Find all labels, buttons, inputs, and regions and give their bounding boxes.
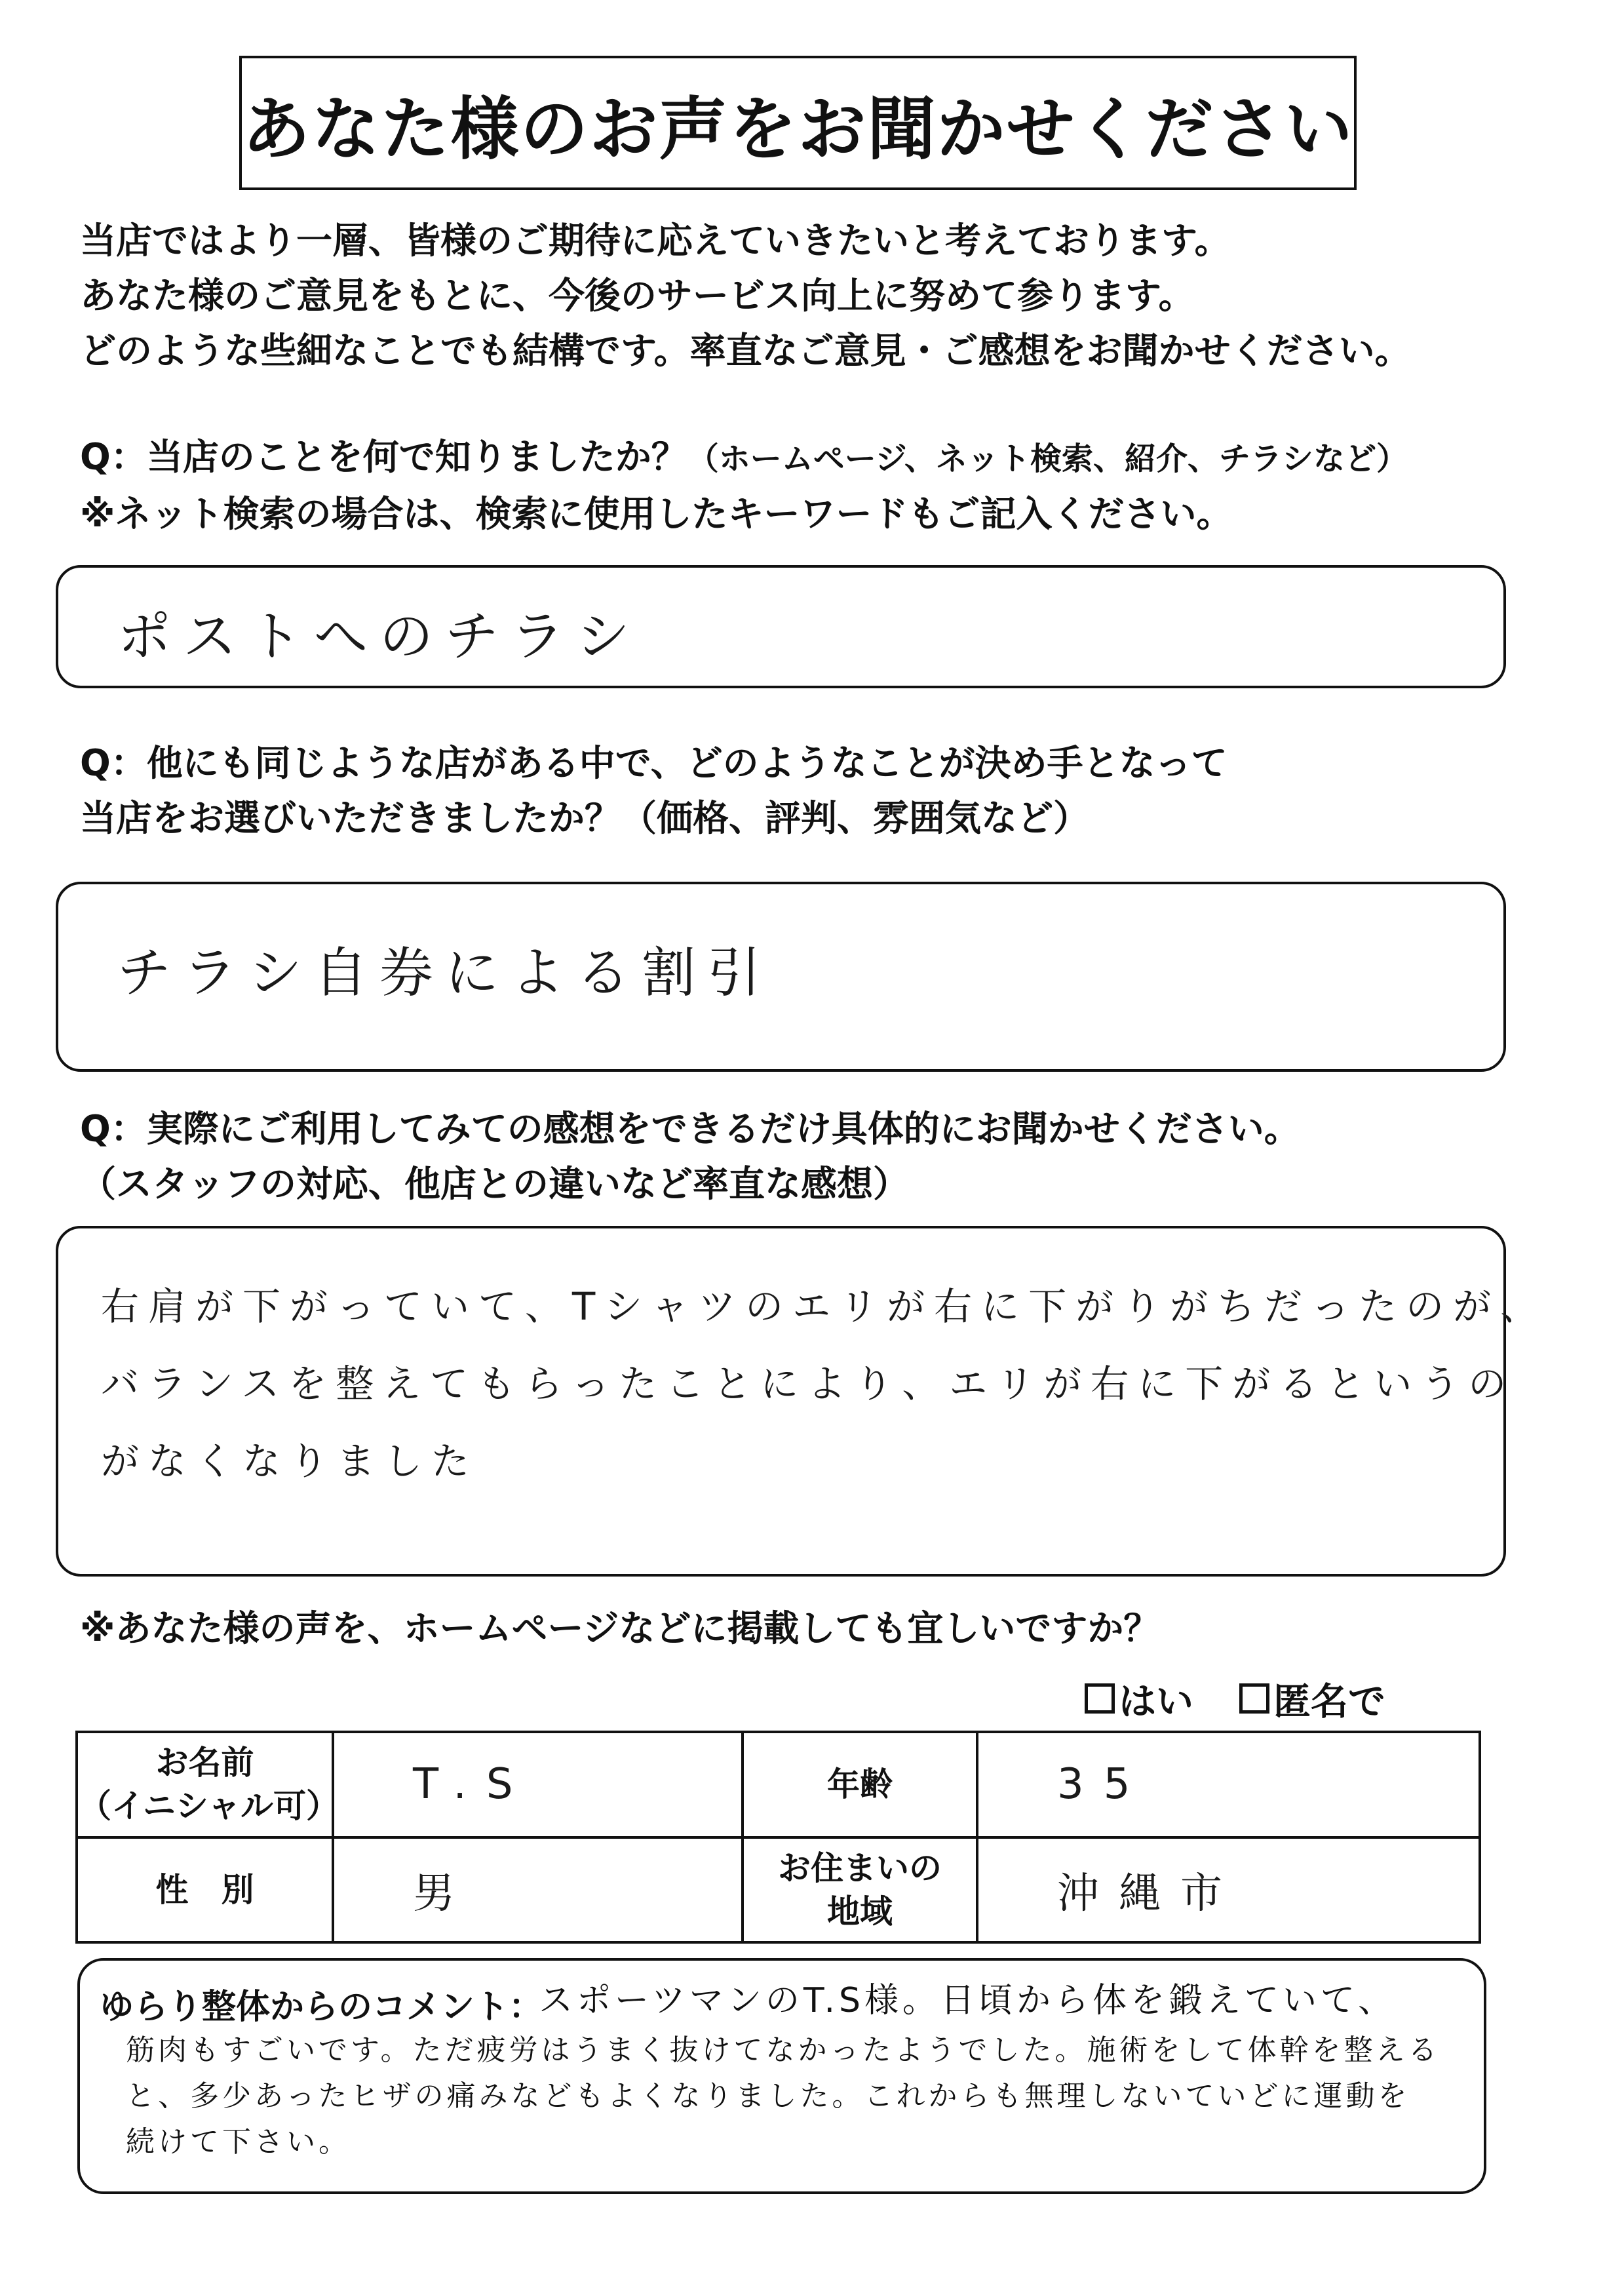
page-title: あなた様のお声をお聞かせください <box>242 88 1354 169</box>
question-1-line-2: ※ネット検索の場合は、検索に使用したキーワードもご記入ください。 <box>80 493 1233 535</box>
intro-line: あなた様のご意見をもとに、今後のサービス向上に努めて参ります。 <box>80 275 1195 317</box>
staff-comment-line: と、多少あったヒザの痛みなどもよくなりました。これからも無理しないていどに運動を <box>126 2079 1410 2113</box>
question-1-line-1: Q：当店のことを何で知りましたか？（ホームページ、ネット検索、紹介、チラシなど） <box>80 436 1408 478</box>
gender-value[interactable]: 男 <box>333 1837 743 1943</box>
answer-3-box[interactable] <box>56 1226 1548 1577</box>
question-2 <box>80 736 1228 846</box>
answer-1-box[interactable] <box>56 565 1506 688</box>
checkbox-yes[interactable] <box>1085 1683 1115 1714</box>
staff-comment-line: 続けて下さい。 <box>126 2125 351 2159</box>
age-label: 年齢 <box>743 1732 977 1837</box>
title-box <box>239 56 1357 190</box>
intro-line: 当店ではより一層、皆様のご期待に応えていきたいと考えております。 <box>80 220 1231 262</box>
area-value[interactable]: 沖縄市 <box>977 1837 1480 1943</box>
table-row <box>77 1732 1480 1837</box>
answer-2-text: チラシ自券による割引 <box>117 942 773 1004</box>
question-1-examples: （ホームページ、ネット検索、紹介、チラシなど） <box>687 441 1408 477</box>
option-anonymous-label: 匿名で <box>1273 1680 1385 1723</box>
table-row <box>77 1837 1480 1943</box>
area-label-line-1: お住まいの <box>778 1849 942 1887</box>
intro-line: どのような些細なことでも結構です。率直なご意見・ご感想をお聞かせください。 <box>80 330 1411 372</box>
answer-3-line: バランスを整えてもらったことにより、エリが右に下がるというの <box>101 1362 1516 1406</box>
age-value[interactable]: 35 <box>977 1732 1480 1837</box>
area-label <box>743 1837 977 1943</box>
checkbox-anonymous[interactable] <box>1239 1683 1269 1714</box>
staff-comment-label: ゆらり整体からのコメント： <box>100 1988 543 2027</box>
publish-options <box>1085 1672 1385 1725</box>
intro-text <box>80 213 1411 378</box>
staff-comment-box <box>77 1958 1486 2194</box>
answer-3-line: がなくなりました <box>101 1439 479 1483</box>
question-3-line-1: Q：実際にご利用してみての感想をできるだけ具体的にお聞かせください。 <box>80 1108 1300 1150</box>
name-label-main: お名前 <box>155 1744 254 1782</box>
question-3 <box>80 1101 1300 1211</box>
answer-3-line: 右肩が下がっていて、Tシャツのエリが右に下がりがちだったのが、 <box>101 1284 1548 1329</box>
answer-2-box[interactable] <box>56 882 1506 1072</box>
area-label-line-2: 地域 <box>827 1892 893 1931</box>
option-yes-label: はい <box>1119 1680 1193 1723</box>
name-label-sub: （イニシャル可） <box>79 1787 339 1826</box>
staff-comment-line: スポーツマンのT.S様。日頃から体を鍛えていて、 <box>539 1981 1397 2020</box>
question-2-line-2: 当店をお選びいただきましたか？（価格、評判、雰囲気など） <box>80 797 1090 839</box>
option-anonymous[interactable] <box>1239 1672 1385 1725</box>
staff-comment-line: 筋肉もすごいです。ただ疲労はうまく抜けてなかったようでした。施術をして体幹を整える <box>126 2033 1440 2067</box>
publish-question: ※あなた様の声を、ホームページなどに掲載しても宜しいですか？ <box>80 1607 1160 1649</box>
option-yes[interactable] <box>1085 1672 1193 1725</box>
answer-3-lines <box>101 1268 1547 1500</box>
question-1 <box>80 429 1408 541</box>
customer-info-table <box>75 1731 1481 1944</box>
gender-label: 性 別 <box>77 1837 333 1943</box>
question-3-line-2: （スタッフの対応、他店との違いなど率直な感想） <box>80 1163 910 1205</box>
name-label <box>77 1732 339 1837</box>
question-2-line-1: Q：他にも同じような店がある中で、どのようなことが決め手となって <box>80 742 1228 784</box>
answer-1-text: ポストへのチラシ <box>117 606 642 668</box>
name-value[interactable]: T.S <box>333 1732 743 1837</box>
